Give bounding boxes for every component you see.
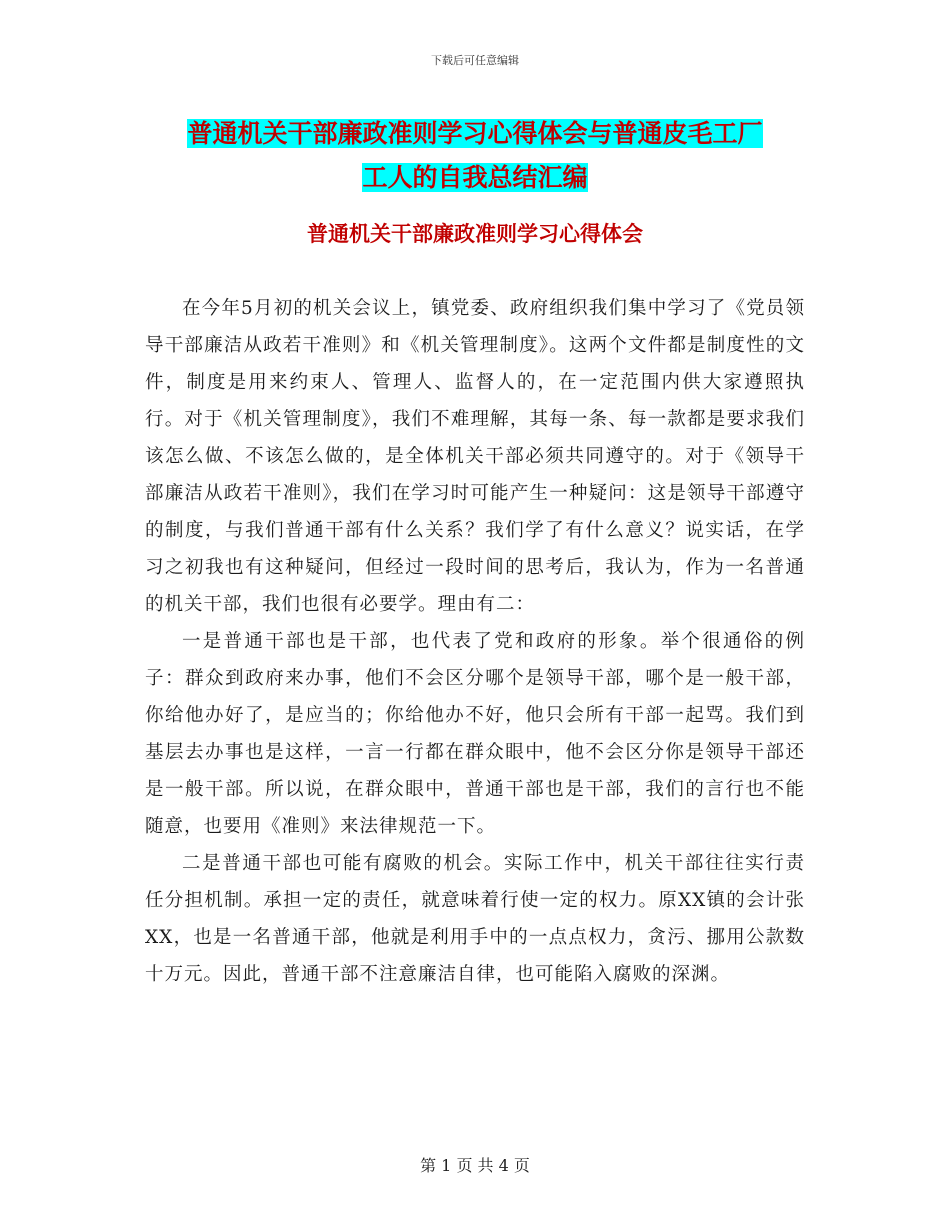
- paragraph: 二是普通干部也可能有腐败的机会。实际工作中，机关干部往往实行责任分担机制。承担一定的责任，就意味着行使一定的权力。原XX镇的会计张XX，也是一名普通干部，他就是利用手中的一点点权力，贪污、挪用公款数十万元。因此，普通干部不注意廉洁自律，也可能陷入腐败的深渊。: [145, 853, 805, 985]
- document-title-line-2: 工人的自我总结汇编: [362, 163, 588, 192]
- page-footer: 第 1 页 共 4 页: [420, 1156, 530, 1175]
- paragraph: 一是普通干部也是干部，也代表了党和政府的形象。举个很通俗的例子：群众到政府来办事，他们不会区分哪个是领导干部，哪个是一般干部，你给他办好了，是应当的；你给他办不好，他只会所有干部一起骂。我们到基层去办事也是这样，一言一行都在群众眼中，他不会区分你是领导干部还是一般干部。所以说，在群众眼中，普通干部也是干部，我们的言行也不能随意，也要用《准则》来法律规范一下。: [145, 631, 805, 837]
- paragraph: 在今年5月初的机关会议上，镇党委、政府组织我们集中学习了《党员领导干部廉洁从政若干准则》和《机关管理制度》。这两个文件都是制度性的文件，制度是用来约束人、管理人、监督人的，在一定范围内供大家遵照执行。对于《机关管理制度》，我们不难理解，其每一条、每一款都是要求我们该怎么做、不该怎么做的，是全体机关干部必须共同遵守的。对于《领导干部廉洁从政若干准则》，我们在学习时可能产生一种疑问：这是领导干部遵守的制度，与我们普通干部有什么关系？我们学了有什么意义？说实话，在学习之初我也有这种疑问，但经过一段时间的思考后，我认为，作为一名普通的机关干部，我们也很有必要学。理由有二：: [145, 298, 805, 615]
- document-title: [150, 112, 800, 200]
- section-title: 普通机关干部廉政准则学习心得体会: [307, 222, 643, 246]
- document-title-line-1: 普通机关干部廉政准则学习心得体会与普通皮毛工厂: [187, 119, 763, 148]
- document-body: [145, 290, 805, 993]
- header-note: 下载后可任意编辑: [431, 54, 519, 67]
